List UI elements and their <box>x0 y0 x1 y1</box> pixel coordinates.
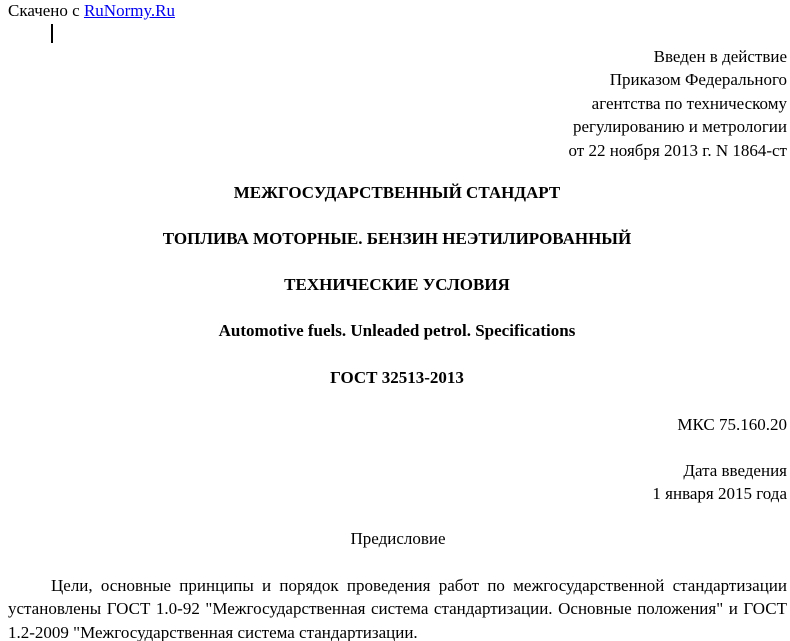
preface-heading: Предисловие <box>350 529 446 548</box>
standard-type-heading: МЕЖГОСУДАРСТВЕННЫЙ СТАНДАРТ <box>233 183 561 202</box>
enactment-line: от 22 ноября 2013 г. N 1864-ст <box>568 140 787 160</box>
downloaded-from-label: Скачено с <box>8 1 80 20</box>
enactment-line: регулированию и метрологии <box>572 117 787 137</box>
source-line <box>8 0 175 22</box>
source-link[interactable]: RuNormy.Ru <box>83 1 175 20</box>
classification-code: МКС 75.160.20 <box>677 415 787 434</box>
enactment-block <box>569 45 788 162</box>
enactment-line: Приказом Федерального <box>609 70 787 90</box>
standard-designation: ГОСТ 32513-2013 <box>330 368 464 387</box>
standard-title: ТОПЛИВА МОТОРНЫЕ. БЕНЗИН НЕЭТИЛИРОВАННЫЙ <box>162 229 632 248</box>
introduction-date-value: 1 января 2015 года <box>652 484 787 503</box>
standard-title-english: Automotive fuels. Unleaded petrol. Specifications <box>218 321 576 340</box>
text-cursor <box>51 24 53 43</box>
enactment-line: Введен в действие <box>653 47 787 66</box>
standard-subtitle: ТЕХНИЧЕСКИЕ УСЛОВИЯ <box>284 275 510 294</box>
enactment-line: агентства по техническому <box>591 93 787 113</box>
preface-paragraph: Цели, основные принципы и порядок проведения работ по межгосударственной стандартизации установлены ГОСТ 1.0-92 "Межгосударственная система стандартизации. Основные положения" и ГОСТ 1.2-2009 "Межгосударственная система стандартизации. <box>8 576 787 641</box>
introduction-date-label: Дата введения <box>683 461 787 480</box>
